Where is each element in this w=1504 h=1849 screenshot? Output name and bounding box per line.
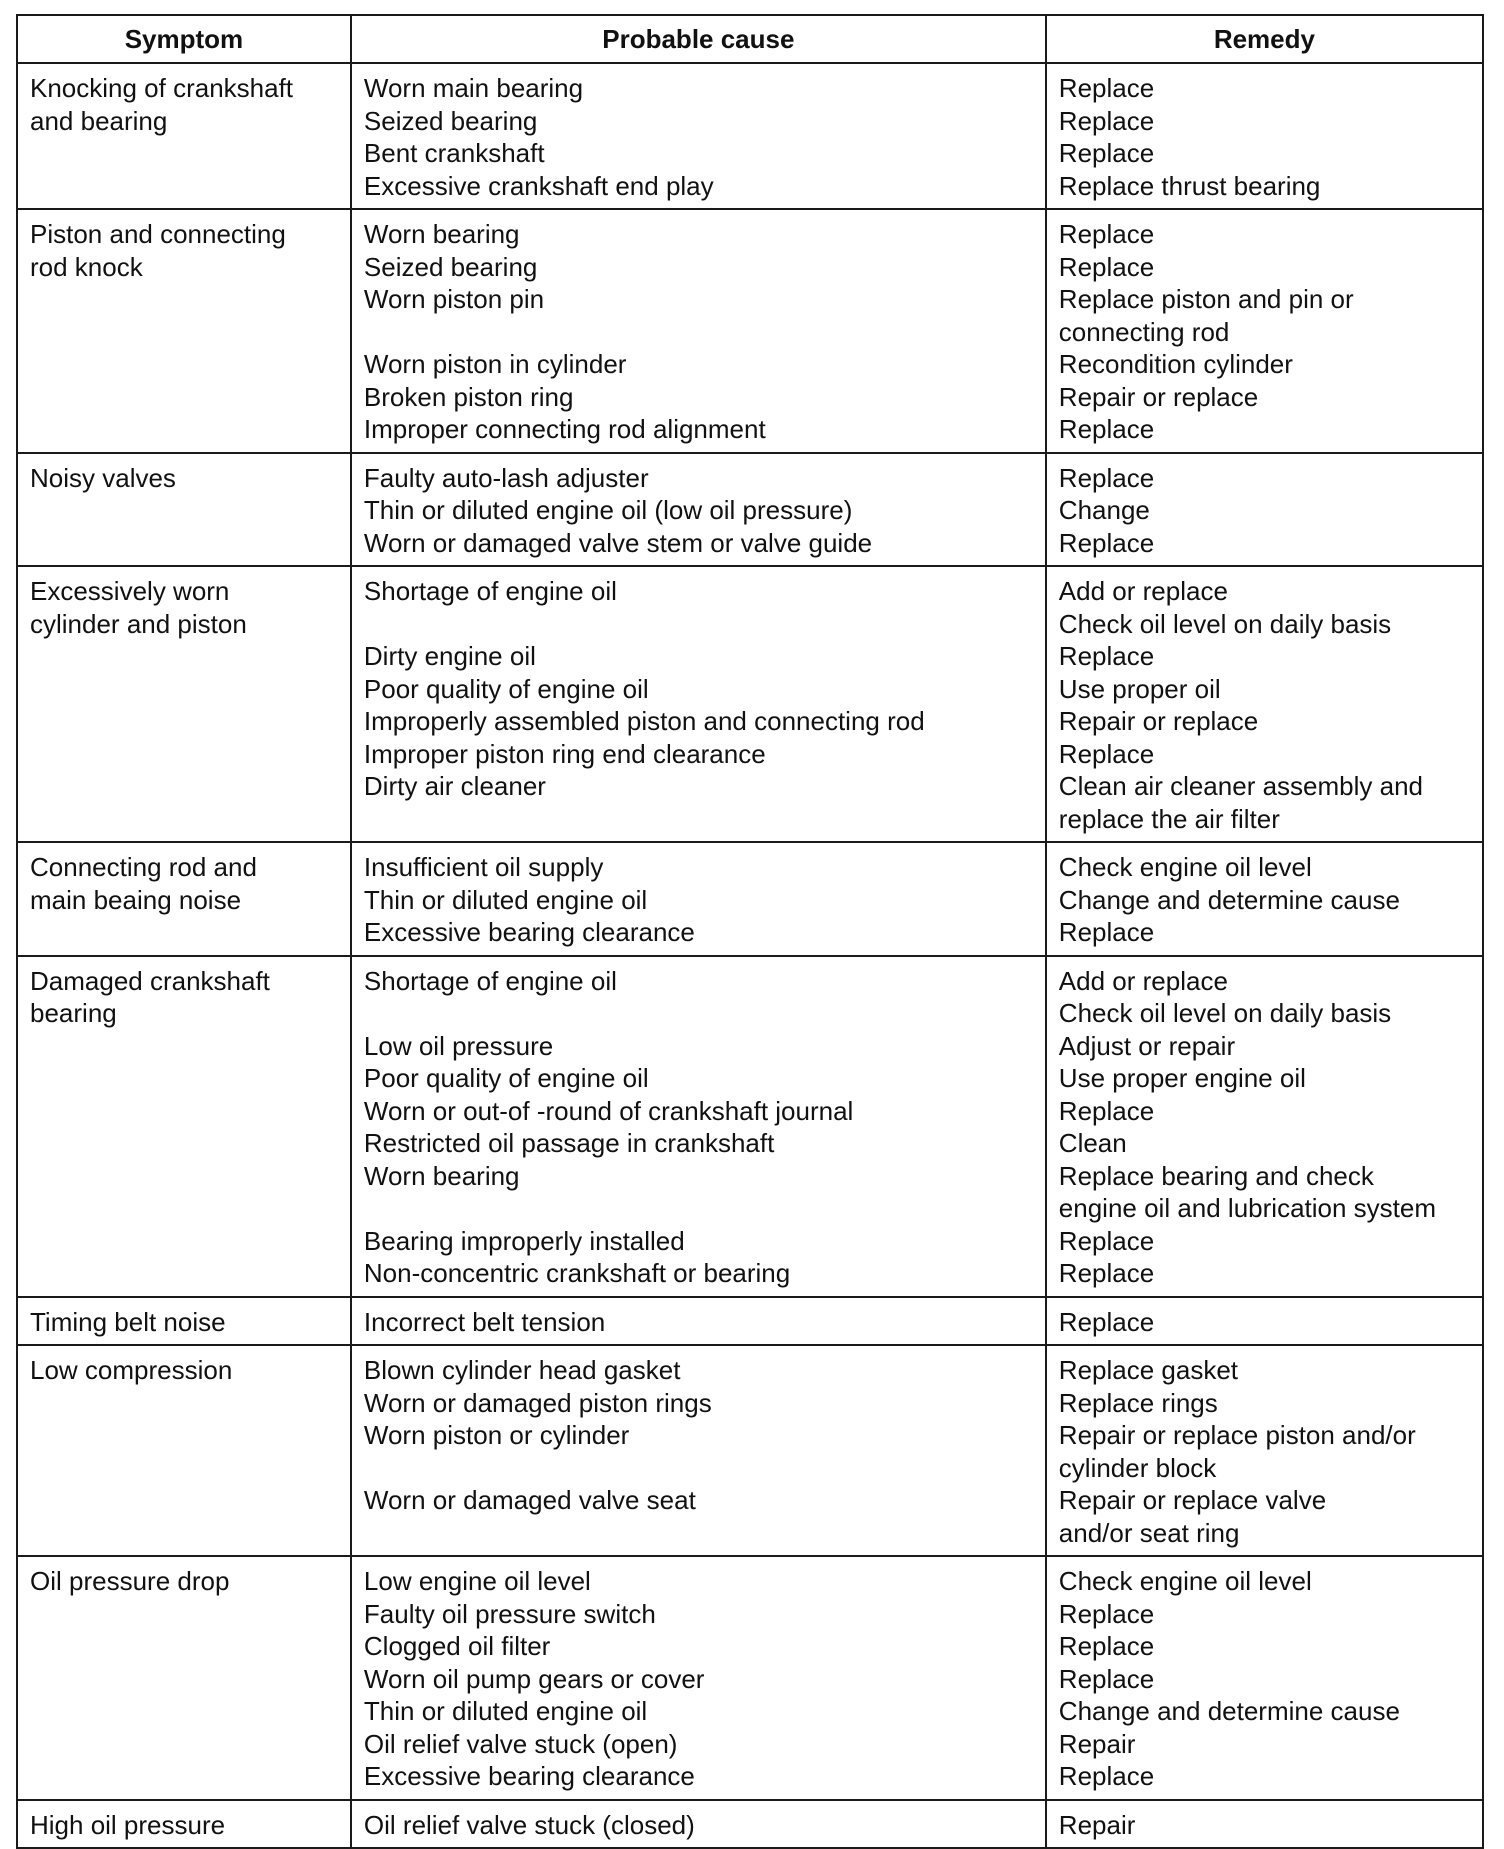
- symptom-line: [30, 1225, 338, 1258]
- remedy-cell: [1046, 1297, 1483, 1346]
- remedy-line: Clean air cleaner assembly and: [1058, 771, 1423, 801]
- symptom-line: [30, 1760, 338, 1793]
- cause-line: Low oil pressure: [363, 1030, 554, 1061]
- symptom-line: [30, 803, 338, 836]
- remedy-line: engine oil and lubrication system: [1058, 1193, 1437, 1223]
- remedy-line: Repair or replace piston and/or: [1058, 1420, 1416, 1450]
- remedy-line: Add or replace: [1058, 965, 1228, 996]
- remedy-line: Use proper engine oil: [1058, 1063, 1306, 1093]
- remedy-line: and/or seat ring: [1058, 1517, 1240, 1548]
- remedy-line: Use proper oil: [1058, 673, 1221, 704]
- symptom-line: [30, 348, 338, 381]
- remedy-cell: [1046, 209, 1483, 453]
- symptom-line: [30, 137, 338, 170]
- symptom-line: [30, 1484, 338, 1517]
- remedy-line: Replace: [1058, 462, 1155, 493]
- remedy-line: Replace: [1058, 138, 1155, 168]
- cause-line: Poor quality of engine oil: [363, 1063, 649, 1093]
- remedy-line: Replace thrust bearing: [1058, 170, 1321, 201]
- symptom-line: [30, 1663, 338, 1696]
- cause-line: Worn piston or cylinder: [363, 1420, 630, 1450]
- cause-line: Worn or damaged piston rings: [363, 1387, 712, 1418]
- cause-line: Worn main bearing: [363, 73, 584, 103]
- remedy-line: Change and determine cause: [1058, 1696, 1400, 1726]
- cause-line: Insufficient oil supply: [363, 852, 604, 882]
- remedy-line: Replace: [1058, 1663, 1155, 1694]
- table-row: [17, 1297, 1483, 1346]
- cause-line: Excessive bearing clearance: [363, 917, 695, 947]
- cause-line: Bent crankshaft: [363, 138, 545, 168]
- table-row: [17, 1345, 1483, 1556]
- cause-line: Thin or diluted engine oil (low oil pressure): [363, 495, 853, 525]
- symptom-line: [30, 283, 338, 316]
- remedy-line: Replace: [1058, 1598, 1155, 1629]
- symptom-line: [30, 738, 338, 771]
- symptom-line: [30, 705, 338, 738]
- remedy-cell: [1046, 453, 1483, 567]
- cause-cell: [351, 1556, 1046, 1800]
- cause-line: Low engine oil level: [363, 1566, 591, 1596]
- cause-line: Seized bearing: [363, 105, 538, 136]
- symptom-line: Timing belt noise: [30, 1306, 226, 1337]
- symptom-line: Damaged crankshaft: [30, 965, 270, 996]
- cause-cell: [351, 1800, 1046, 1849]
- cause-line: Shortage of engine oil: [363, 576, 617, 606]
- remedy-line: Replace bearing and check: [1058, 1160, 1374, 1191]
- cause-line: Worn or damaged valve stem or valve guide: [363, 527, 873, 558]
- remedy-line: Replace: [1058, 641, 1155, 671]
- remedy-line: Check oil level on daily basis: [1058, 608, 1392, 639]
- remedy-line: Replace: [1058, 738, 1155, 769]
- remedy-line: replace the air filter: [1058, 803, 1280, 834]
- table-row: [17, 63, 1483, 209]
- symptom-line: main beaing noise: [30, 884, 242, 915]
- table-row: [17, 209, 1483, 453]
- symptom-cell: [17, 842, 351, 956]
- cause-line: Broken piston ring: [363, 381, 574, 412]
- cause-line: Dirty engine oil: [363, 641, 536, 671]
- symptom-line: [30, 673, 338, 706]
- symptom-line: [30, 1160, 338, 1193]
- symptom-line: [30, 1030, 338, 1063]
- cause-line: Faulty oil pressure switch: [363, 1598, 656, 1629]
- cause-cell: [351, 842, 1046, 956]
- cause-line: Shortage of engine oil: [363, 965, 617, 996]
- remedy-line: Replace: [1058, 105, 1155, 136]
- symptom-line: [30, 1630, 338, 1663]
- table-row: [17, 956, 1483, 1297]
- cause-line: Improper piston ring end clearance: [363, 738, 766, 769]
- symptom-cell: [17, 209, 351, 453]
- cause-line: Dirty air cleaner: [363, 771, 546, 801]
- remedy-cell: [1046, 1345, 1483, 1556]
- symptom-line: [30, 527, 338, 560]
- table-row: [17, 566, 1483, 842]
- cause-line: Thin or diluted engine oil: [363, 1696, 648, 1726]
- remedy-line: Replace: [1058, 1761, 1155, 1791]
- cause-line: [364, 608, 1033, 641]
- cause-line: [364, 803, 1033, 836]
- symptom-line: [30, 170, 338, 203]
- remedy-line: Replace: [1058, 1225, 1155, 1256]
- remedy-cell: [1046, 956, 1483, 1297]
- symptom-cell: [17, 453, 351, 567]
- remedy-line: Replace: [1058, 1631, 1155, 1661]
- cause-line: [364, 1452, 1033, 1485]
- remedy-line: Change: [1058, 495, 1150, 525]
- cause-line: Incorrect belt tension: [363, 1306, 606, 1337]
- symptom-line: [30, 916, 338, 949]
- cause-line: Non-concentric crankshaft or bearing: [363, 1258, 791, 1288]
- cause-line: Oil relief valve stuck (open): [363, 1728, 678, 1759]
- cause-line: [364, 1517, 1033, 1550]
- troubleshooting-table: [16, 14, 1484, 1849]
- remedy-line: Change and determine cause: [1058, 884, 1400, 915]
- cause-cell: [351, 1345, 1046, 1556]
- symptom-header: Symptom: [17, 15, 351, 63]
- symptom-line: Noisy valves: [30, 462, 176, 493]
- cause-line: Improperly assembled piston and connecting rod: [363, 706, 925, 736]
- symptom-line: Oil pressure drop: [30, 1566, 230, 1596]
- cause-line: Faulty auto-lash adjuster: [363, 462, 649, 493]
- symptom-line: Knocking of crankshaft: [30, 73, 294, 103]
- table-row: [17, 1556, 1483, 1800]
- cause-line: Worn piston pin: [363, 284, 545, 314]
- remedy-line: Replace: [1058, 527, 1155, 558]
- remedy-line: cylinder block: [1058, 1452, 1217, 1483]
- cause-line: Excessive crankshaft end play: [363, 170, 714, 201]
- cause-line: Clogged oil filter: [363, 1631, 551, 1661]
- symptom-line: Excessively worn: [30, 576, 230, 606]
- remedy-line: Repair or replace: [1058, 706, 1259, 736]
- symptom-line: [30, 1257, 338, 1290]
- remedy-line: Replace: [1058, 414, 1155, 444]
- remedy-line: Replace: [1058, 219, 1155, 249]
- remedy-line: Replace rings: [1058, 1387, 1218, 1418]
- symptom-cell: [17, 566, 351, 842]
- remedy-line: Repair or replace: [1058, 381, 1259, 412]
- cause-line: Worn piston in cylinder: [363, 349, 627, 379]
- cause-line: Worn or out-of -round of crankshaft journal: [363, 1095, 854, 1126]
- remedy-line: Replace gasket: [1058, 1355, 1239, 1385]
- cause-line: Restricted oil passage in crankshaft: [363, 1128, 775, 1158]
- remedy-line: Recondition cylinder: [1058, 349, 1293, 379]
- cause-line: [364, 997, 1033, 1030]
- remedy-line: Check engine oil level: [1058, 1566, 1312, 1596]
- header-row: [17, 15, 1483, 63]
- symptom-line: rod knock: [30, 251, 143, 282]
- cause-header: Probable cause: [351, 15, 1046, 63]
- symptom-line: [30, 1598, 338, 1631]
- cause-line: Worn oil pump gears or cover: [363, 1663, 705, 1694]
- table-row: [17, 453, 1483, 567]
- table-row: [17, 1800, 1483, 1849]
- remedy-line: Check engine oil level: [1058, 852, 1312, 882]
- symptom-line: Piston and connecting: [30, 219, 286, 249]
- symptom-cell: [17, 63, 351, 209]
- symptom-line: [30, 494, 338, 527]
- cause-line: Excessive bearing clearance: [363, 1761, 695, 1791]
- cause-line: Worn bearing: [363, 219, 520, 249]
- remedy-line: Check oil level on daily basis: [1058, 998, 1392, 1028]
- remedy-cell: [1046, 842, 1483, 956]
- remedy-header: Remedy: [1046, 15, 1483, 63]
- cause-line: Thin or diluted engine oil: [363, 884, 648, 915]
- remedy-line: Replace: [1058, 1306, 1155, 1337]
- remedy-line: Replace piston and pin or: [1058, 284, 1354, 314]
- cause-line: Improper connecting rod alignment: [363, 414, 766, 444]
- symptom-line: [30, 413, 338, 446]
- remedy-line: Adjust or repair: [1058, 1030, 1236, 1061]
- cause-line: Blown cylinder head gasket: [363, 1355, 681, 1385]
- symptom-line: and bearing: [30, 105, 168, 136]
- remedy-line: Replace: [1058, 73, 1155, 103]
- cause-line: Poor quality of engine oil: [363, 673, 649, 704]
- symptom-line: [30, 381, 338, 414]
- symptom-line: High oil pressure: [30, 1809, 226, 1840]
- remedy-line: Clean: [1058, 1128, 1127, 1158]
- symptom-cell: [17, 1297, 351, 1346]
- remedy-line: Replace: [1058, 251, 1155, 282]
- cause-cell: [351, 63, 1046, 209]
- cause-line: Oil relief valve stuck (closed): [363, 1809, 695, 1840]
- symptom-line: [30, 1192, 338, 1225]
- remedy-line: Repair: [1058, 1809, 1136, 1840]
- symptom-line: [30, 1452, 338, 1485]
- symptom-line: [30, 640, 338, 673]
- cause-cell: [351, 209, 1046, 453]
- symptom-line: Connecting rod and: [30, 852, 257, 882]
- remedy-cell: [1046, 566, 1483, 842]
- cause-line: [364, 316, 1033, 349]
- cause-line: Worn bearing: [363, 1160, 520, 1191]
- symptom-line: [30, 770, 338, 803]
- cause-cell: [351, 1297, 1046, 1346]
- symptom-line: [30, 1695, 338, 1728]
- remedy-cell: [1046, 63, 1483, 209]
- symptom-line: [30, 1419, 338, 1452]
- cause-line: Bearing improperly installed: [363, 1225, 685, 1256]
- symptom-cell: [17, 1345, 351, 1556]
- cause-cell: [351, 566, 1046, 842]
- remedy-line: Repair: [1058, 1728, 1136, 1759]
- remedy-line: connecting rod: [1058, 316, 1230, 347]
- symptom-line: [30, 1095, 338, 1128]
- remedy-line: Repair or replace valve: [1058, 1485, 1327, 1515]
- table-body: [17, 63, 1483, 1848]
- symptom-line: bearing: [30, 998, 117, 1028]
- symptom-line: Low compression: [30, 1355, 233, 1385]
- cause-cell: [351, 453, 1046, 567]
- remedy-cell: [1046, 1556, 1483, 1800]
- symptom-line: cylinder and piston: [30, 608, 247, 639]
- table-row: [17, 842, 1483, 956]
- symptom-line: [30, 1127, 338, 1160]
- symptom-line: [30, 1062, 338, 1095]
- remedy-line: Replace: [1058, 1095, 1155, 1126]
- symptom-line: [30, 1728, 338, 1761]
- cause-cell: [351, 956, 1046, 1297]
- cause-line: [364, 1192, 1033, 1225]
- symptom-line: [30, 316, 338, 349]
- remedy-line: Replace: [1058, 1258, 1155, 1288]
- remedy-line: Add or replace: [1058, 576, 1228, 606]
- symptom-cell: [17, 1556, 351, 1800]
- symptom-cell: [17, 956, 351, 1297]
- remedy-cell: [1046, 1800, 1483, 1849]
- cause-line: Seized bearing: [363, 251, 538, 282]
- remedy-line: Replace: [1058, 917, 1155, 947]
- symptom-cell: [17, 1800, 351, 1849]
- symptom-line: [30, 1517, 338, 1550]
- cause-line: Worn or damaged valve seat: [363, 1485, 696, 1515]
- symptom-line: [30, 1387, 338, 1420]
